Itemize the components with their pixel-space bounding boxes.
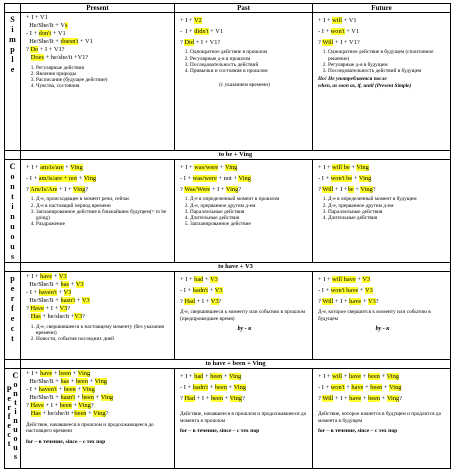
side-letter: r	[10, 294, 15, 303]
description: Д-е, которое свершится к моменту или событию в будущем	[318, 309, 431, 322]
side-letter: e	[7, 420, 11, 430]
formula-line: + I + was/were + Ving	[180, 164, 238, 171]
formula-line: + I + had + been + Ving	[180, 373, 242, 380]
side-letter: u	[10, 222, 15, 231]
formula-line: ? Did + I + V1?	[180, 39, 221, 47]
perfect-present-cell	[21, 272, 175, 360]
note: Но! Не употребляется после	[318, 76, 387, 83]
usage-list: 1. Однократное действие в прошлом 2. Регулярные д-я в прошлом 3. Последовательность действий 4. Привычки и состояния в прошлом	[180, 49, 309, 74]
formula-line: - I + won't have + V3	[318, 287, 373, 295]
formula-line: ? Have + I + been + Ving?	[26, 402, 94, 410]
side-letter: o	[13, 380, 18, 389]
side-letter: t	[11, 334, 14, 343]
note: when, as soon as, if, until (Present Simple)	[318, 82, 412, 89]
formula-line: - I + was/were + not + Ving	[180, 175, 251, 183]
formula-line: He/She/It + doesn't + V1	[26, 38, 93, 46]
side-letter: e	[10, 314, 15, 323]
band-continuous: to be + Ving	[5, 151, 451, 160]
formula-line: ? Have + I + V3?	[26, 305, 71, 313]
formula-line: - I + didn't + V1	[180, 28, 224, 36]
side-letter: u	[10, 242, 15, 251]
formula-line: - I + don't + V1	[26, 30, 66, 38]
side-label-simple	[5, 13, 21, 151]
formula-line: - I + hadn't + V3	[180, 287, 223, 295]
description: Д-е, свершившееся к моменту или событию в прошлом (предпрошедшее время)	[180, 309, 306, 322]
perfect-continuous-future-cell	[313, 369, 451, 469]
usage-list: 1. Д-е, свершившееся к настоящему моменту (без указания времени) 2. Новости, события последних дней	[26, 324, 171, 343]
side-letter: c	[10, 324, 15, 333]
formula-line: - I + won't + V1	[318, 28, 360, 36]
formula-line: ? Will + I + have + been + Ving?	[318, 395, 403, 403]
formula-line: He/She/It + hasn't + V3	[26, 297, 90, 305]
formula-line: ? Was/Were + I + Ving?	[180, 186, 242, 194]
side-letter: e	[10, 65, 15, 74]
side-letter: c	[7, 429, 11, 439]
side-letter: o	[13, 434, 18, 443]
side-label-continuous	[5, 160, 21, 263]
perfect-past-cell	[175, 272, 313, 360]
band-perfect-continuous: to have + been + Ving	[5, 360, 451, 369]
time-markers: for – в течение, since – с тех пор	[180, 428, 260, 435]
side-label-perfect	[5, 272, 21, 360]
side-letter: i	[11, 25, 14, 34]
formula-line: + I + V2	[180, 17, 202, 24]
corner-cell	[5, 4, 21, 13]
formula-line: - I + am/is/are + not + Ving	[26, 175, 97, 183]
header-row	[5, 4, 451, 13]
side-label-perfect-continuous	[5, 369, 21, 469]
formula-line: ? Had + I + V3?	[180, 298, 222, 306]
side-letter: e	[10, 284, 15, 293]
side-letter: e	[7, 393, 11, 403]
time-markers: for – в течение, since – с тех пор	[318, 428, 398, 435]
side-letter: n	[13, 389, 18, 398]
side-letter: n	[10, 182, 15, 191]
continuous-present-cell	[21, 160, 175, 263]
usage-list: 1. Д-е в определенный момент в будущем 2. Д-е, прерванное другим д-ем 3. Параллельные действия 4. Длительные действия	[318, 196, 447, 221]
side-letter: l	[11, 55, 14, 64]
time-marker: by - к	[237, 326, 252, 333]
perfect-continuous-row	[5, 369, 451, 469]
side-letter: n	[13, 416, 18, 425]
side-letter: o	[10, 172, 15, 181]
tenses-table	[4, 3, 451, 469]
formula-line: + I + will + have + been + Ving	[318, 373, 399, 380]
side-letter: p	[10, 45, 15, 54]
side-letter: t	[14, 398, 17, 407]
formula-line: ? Will + I +be + Ving?	[318, 186, 376, 194]
header-present: Present	[21, 4, 175, 13]
formula-line: + I + have + V3	[26, 273, 67, 280]
side-letter: t	[11, 192, 14, 201]
formula-line: + I + will be + Ving	[318, 164, 369, 171]
formula-line: + I + will + V1	[318, 17, 357, 24]
description: Действие, начавшееся в прошлом и продолжающееся до настоящего времени	[26, 421, 154, 435]
formula-line: ? Do + I + V1?	[26, 46, 65, 54]
side-letter: s	[13, 452, 17, 461]
time-marker: by - к	[375, 326, 390, 333]
formula-line: He/She/It + Vs	[26, 22, 68, 30]
formula-line: + I + will have + V3	[318, 276, 371, 283]
description: Действие, которое начнется в будущем и продлится до момента в будущем	[318, 411, 442, 424]
side-letter: P	[6, 384, 12, 394]
continuous-past-cell	[175, 160, 313, 263]
formula-line: - I + won't + have + been + Ving	[318, 384, 402, 392]
side-letter: C	[9, 162, 16, 171]
side-letter: s	[10, 252, 15, 261]
formula-line: ? Will + I + V1?	[318, 39, 360, 47]
simple-present-cell	[21, 13, 175, 151]
simple-past-cell	[175, 13, 313, 151]
time-markers: for – в течение, since – с тех пор	[26, 438, 106, 445]
side-letter: n	[10, 212, 15, 221]
perfect-continuous-present-cell	[21, 369, 175, 469]
formula-line: He/She/It + hasn't + been + Ving	[26, 394, 114, 402]
note: (с указанием времени)	[219, 82, 270, 89]
formula-line: + I + have + been + Ving	[26, 370, 91, 377]
side-letter: C	[12, 371, 19, 380]
header-future: Future	[313, 4, 451, 13]
band-perfect: to have + V3	[5, 263, 451, 272]
side-letter: o	[10, 232, 15, 241]
perfect-row	[5, 272, 451, 360]
continuous-row	[5, 160, 451, 263]
side-letter: f	[7, 411, 11, 421]
side-letter: u	[13, 443, 18, 452]
side-letter: r	[7, 402, 11, 412]
formula-line: - I + haven't + been + Ving	[26, 386, 95, 394]
formula-line: Does + he/she/it +V1?	[30, 54, 89, 62]
formula-line: + I + had + V3	[180, 276, 218, 283]
usage-list: 1. Однократное действие в будущем (спонтанное решение) 2. Регулярные д-я в будущем 3. Последовательность действий в будущем	[318, 49, 447, 74]
formula-line: ? Will + I + have + V3?	[318, 298, 379, 306]
header-past: Past	[175, 4, 313, 13]
continuous-future-cell	[313, 160, 451, 263]
side-letter: u	[13, 425, 18, 434]
side-letter: i	[11, 202, 14, 211]
usage-list: 1. Д-е, происходящее в момент речи, сейчас 2. Д-е в настоящий период времени 3. Запланированное действие в ближайшем будущем(= to be going) 4. Раздражение	[26, 196, 171, 227]
formula-line: ? Had + I + been + Ving?	[180, 395, 245, 403]
formula-line: + I + V1	[26, 14, 48, 21]
side-letter: f	[11, 304, 14, 313]
formula-line: - I + haven't + V3	[26, 289, 72, 297]
simple-row	[5, 13, 451, 151]
formula-line: Has + he/she/it +been + Ving?	[30, 410, 109, 418]
usage-list: 1. Д-е в определенный момент в прошлом 2. Д-е, прерванное другим д-ем 3. Параллельные действия 4. Длительные действия 5. Запланированное действие	[180, 196, 309, 227]
simple-future-cell	[313, 13, 451, 151]
formula-line: - I + won't be + Ving	[318, 175, 372, 183]
formula-line: + I + am/is/are + Ving	[26, 164, 83, 171]
perfect-continuous-past-cell	[175, 369, 313, 469]
formula-line: ? Am/Is/Are + I + Ving?	[26, 186, 89, 194]
side-letter: p	[10, 274, 15, 283]
formula-line: Has + he/she/it +V3?	[30, 313, 86, 321]
side-letter: m	[9, 35, 16, 44]
side-letter: S	[10, 15, 15, 24]
formula-line: - I + hadn't + been + Ving	[180, 384, 246, 392]
usage-list: 1. Регулярные действия 2. Явления природы 3. Расписание (будущее действие) 4. Чувства, состояния	[26, 65, 171, 90]
formula-line: He/She/It + has + V3	[26, 281, 84, 289]
description: Действие, начавшееся в прошлом и продолжавшееся до момента в прошлом	[180, 411, 307, 424]
perfect-future-cell	[313, 272, 451, 360]
formula-line: He/She/It + has + been + Ving	[26, 378, 108, 386]
side-letter: i	[14, 407, 17, 416]
side-letter: t	[7, 438, 11, 448]
